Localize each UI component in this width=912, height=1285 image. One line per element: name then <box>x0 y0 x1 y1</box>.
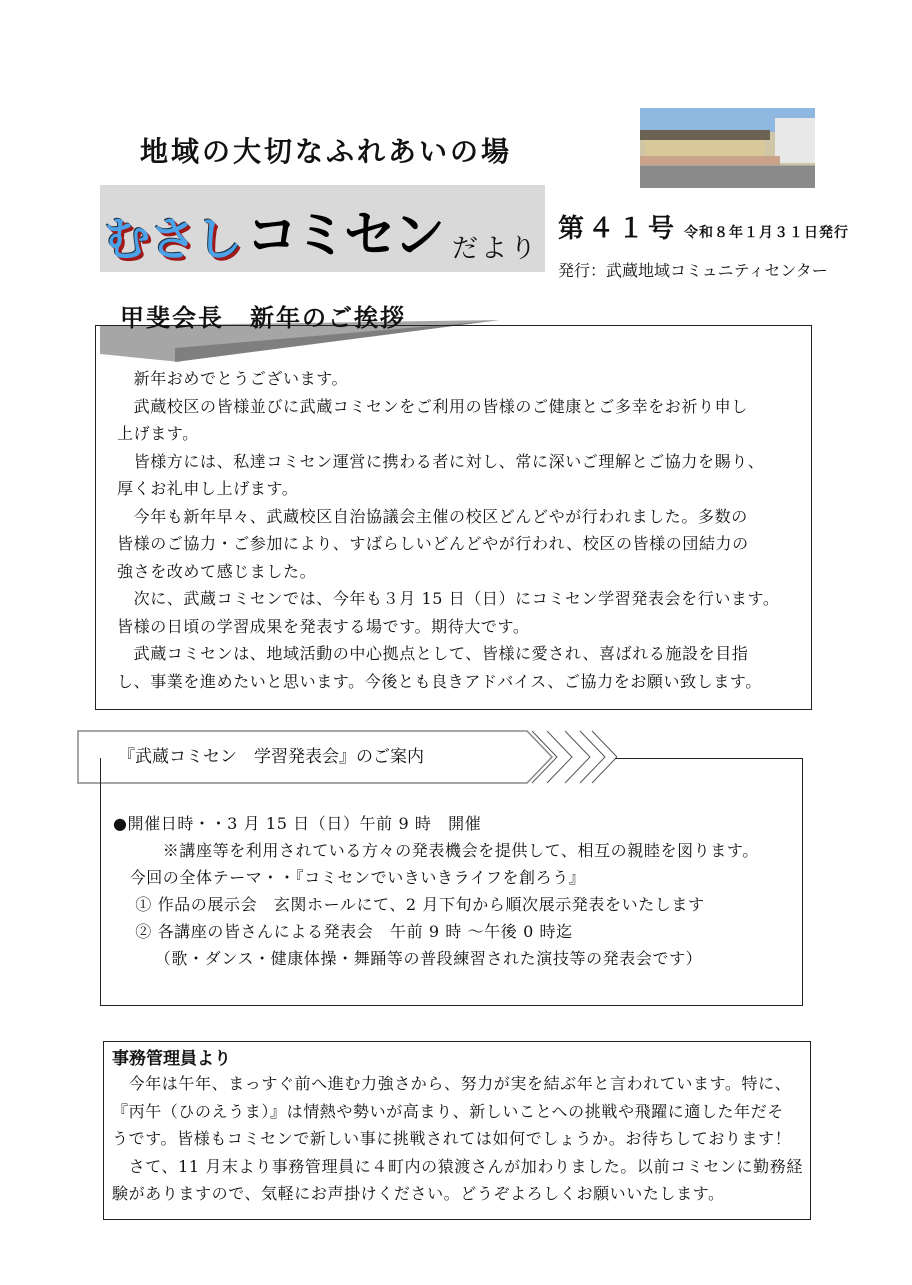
text-line: 皆様の日頃の学習成果を発表する場です。期待大です。 <box>117 616 530 636</box>
text-line: 武蔵校区の皆様並びに武蔵コミセンをご利用の皆様のご健康とご多幸をお祈り申し <box>117 396 748 416</box>
event-title: 『武蔵コミセン 学習発表会』のご案内 <box>118 747 424 767</box>
text-line: 武蔵コミセンは、地域活動の中心拠点として、皆様に愛され、喜ばれる施設を目指 <box>117 644 749 663</box>
event-box-top-border <box>615 758 803 759</box>
text-line: ※講座等を利用されている方々の発表機会を提供して、相互の親睦を図ります。 <box>113 841 759 860</box>
text-line: 強さを改めて感じました。 <box>117 561 317 581</box>
publisher: 発行：武蔵地域コミュニティセンター <box>558 261 828 280</box>
greeting-title: 甲斐会長 新年のご挨拶 <box>120 303 406 332</box>
text-line: 新年おめでとうございます。 <box>117 369 349 388</box>
community-center-photo <box>640 108 815 188</box>
title-komisen: コミセン <box>246 206 443 266</box>
text-line: 『丙午（ひのえうま）』は情熱や勢いが高まり、新しいことへの挑戦や飛躍に適した年だそ <box>112 1101 784 1121</box>
text-line: 上げます。 <box>117 424 199 443</box>
text-line: 今回の全体テーマ・・『コミセンでいきいきライフを創ろう』 <box>113 868 586 887</box>
text-line: 次に、武蔵コミセンでは、今年も３月 15 日（日）にコミセン学習発表会を行います。 <box>117 589 780 608</box>
issue-number: 第４１号 <box>558 214 679 244</box>
title-dayori: だより <box>452 234 540 264</box>
text-line: うです。皆様もコミセンで新しい事に挑戦されては如何でしょうか。お待ちしております！ <box>112 1129 792 1148</box>
text-line: 今年も新年早々、武蔵校区自治協議会主催の校区どんどやが行われました。多数の <box>117 506 748 526</box>
tagline: 地域の大切なふれあいの場 <box>140 135 513 168</box>
text-line: 皆様方には、私達コミセン運営に携わる者に対し、常に深いご理解とご協力を賜り、 <box>117 451 765 471</box>
text-line: さて、11 月末より事務管理員に４町内の猿渡さんが加わりました。以前コミセンに勤務経 <box>112 1156 803 1176</box>
text-line: 皆様のご協力・ご参加により、すばらしいどんどやが行われ、校区の皆様の団結力の <box>117 534 749 553</box>
text-line: し、事業を進めたいと思います。今後とも良きアドバイス、ご協力をお願い致します。 <box>117 671 762 691</box>
title-musashi: むさし <box>104 212 242 266</box>
issue-date: 令和８年１月３１日発行 <box>684 225 850 241</box>
text-line: ●開催日時・・3 月 15 日（日）午前 9 時 開催 <box>113 814 482 833</box>
text-line: （歌・ダンス・健康体操・舞踊等の普段練習された演技等の発表会です） <box>113 949 703 968</box>
masthead-banner <box>100 185 545 272</box>
text-line: 今年は午年、まっすぐ前へ進む力強さから、努力が実を結ぶ年と言われています。特に、 <box>112 1074 792 1093</box>
issue-info <box>558 208 849 245</box>
text-line: ② 各講座の皆さんによる発表会 午前 9 時 ～午後 0 時迄 <box>113 922 573 941</box>
text-line: 験がありますので、気軽にお声掛けください。どうぞよろしくお願いいたします。 <box>112 1184 725 1203</box>
text-line: ① 作品の展示会 玄関ホールにて、2 月下旬から順次展示発表をいたします <box>113 895 705 914</box>
manager-title: 事務管理員より <box>112 1049 231 1069</box>
text-line: 厚くお礼申し上げます。 <box>117 479 299 498</box>
